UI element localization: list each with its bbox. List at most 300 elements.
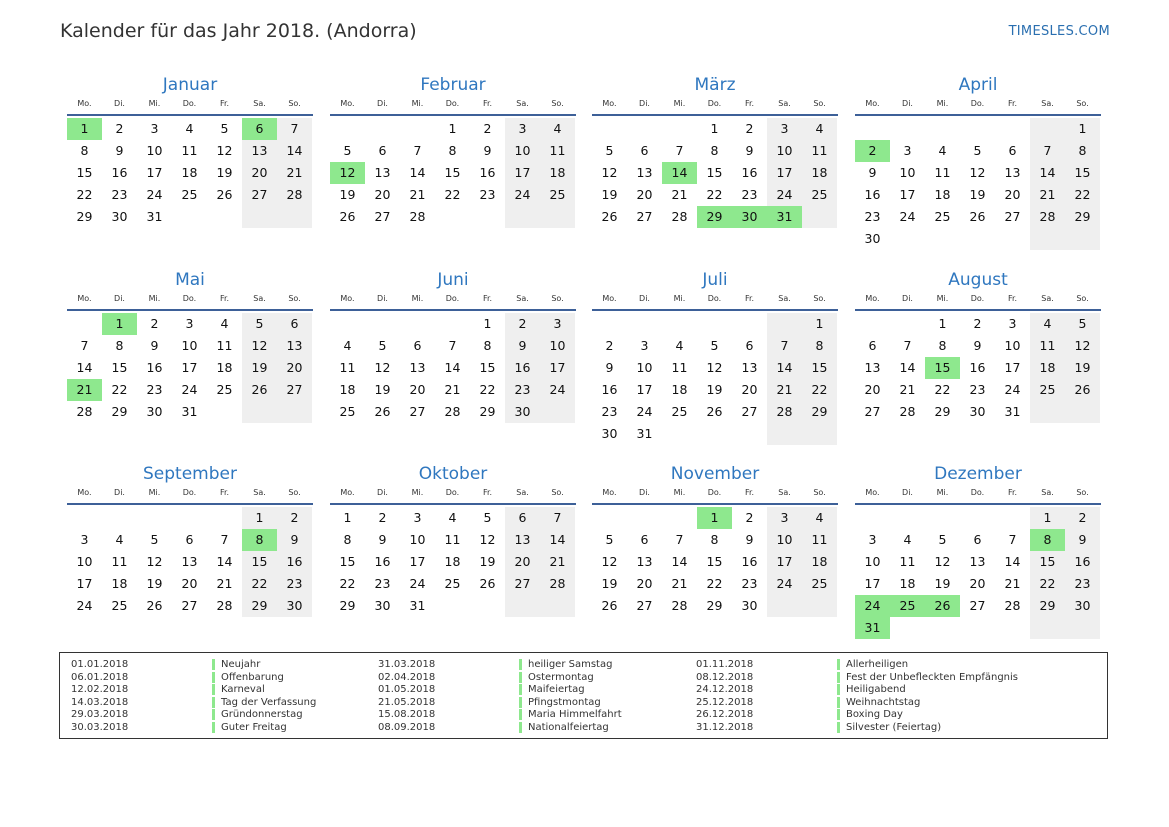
day-cell: 13 xyxy=(374,165,391,180)
day-cell: 16 xyxy=(969,360,986,375)
day-cell: 7 xyxy=(220,532,229,547)
day-cell: 4 xyxy=(938,143,947,158)
day-cell: 4 xyxy=(448,510,457,525)
day-cell: 22 xyxy=(706,576,723,591)
day-cell: 19 xyxy=(969,187,986,202)
day-cell: 23 xyxy=(111,187,128,202)
day-cell: 22 xyxy=(444,187,461,202)
day-cell: 11 xyxy=(549,143,566,158)
day-cell: 24 xyxy=(1004,382,1021,397)
day-cell: 18 xyxy=(811,165,828,180)
day-cell: 23 xyxy=(1074,576,1091,591)
weekday-header xyxy=(330,488,576,502)
month-name: August xyxy=(948,270,1008,290)
day-cell: 28 xyxy=(444,404,461,419)
weekday-label: Mi. xyxy=(411,488,424,497)
day-cell: 12 xyxy=(146,554,163,569)
weekday-label: Mi. xyxy=(411,294,424,303)
weekday-label: Sa. xyxy=(516,99,529,108)
day-cell: 23 xyxy=(514,382,531,397)
day-cell: 12 xyxy=(934,554,951,569)
day-cell: 8 xyxy=(343,532,352,547)
day-cell: 3 xyxy=(553,316,562,331)
header-rule xyxy=(330,503,576,505)
brand-link[interactable]: TIMESLES.COM xyxy=(1008,24,1110,39)
day-cell: 20 xyxy=(251,165,268,180)
day-cell: 14 xyxy=(549,532,566,547)
day-cell: 25 xyxy=(216,382,233,397)
day-cell: 27 xyxy=(741,404,758,419)
day-cell: 9 xyxy=(745,532,754,547)
month-name: Juli xyxy=(702,270,728,290)
day-cell: 24 xyxy=(146,187,163,202)
day-cell: 10 xyxy=(776,532,793,547)
day-grid xyxy=(67,313,313,443)
day-cell: 5 xyxy=(343,143,352,158)
day-cell: 28 xyxy=(671,598,688,613)
month-name: September xyxy=(143,464,237,484)
day-cell: 10 xyxy=(1004,338,1021,353)
day-cell: 4 xyxy=(903,532,912,547)
day-cell: 17 xyxy=(514,165,531,180)
day-cell: 17 xyxy=(776,554,793,569)
day-cell: 27 xyxy=(181,598,198,613)
weekday-label: Mi. xyxy=(673,488,686,497)
day-cell: 17 xyxy=(181,360,198,375)
day-cell: 22 xyxy=(111,382,128,397)
day-cell: 21 xyxy=(899,382,916,397)
weekday-header xyxy=(67,294,313,308)
day-cell: 25 xyxy=(811,576,828,591)
month-april xyxy=(855,75,1101,248)
weekday-header xyxy=(592,294,838,308)
day-cell: 24 xyxy=(181,382,198,397)
weekday-label: Fr. xyxy=(482,488,493,497)
weekday-label: So. xyxy=(551,99,564,108)
day-cell: 10 xyxy=(181,338,198,353)
day-cell: 24 xyxy=(409,576,426,591)
weekday-label: So. xyxy=(813,99,826,108)
day-cell: 20 xyxy=(741,382,758,397)
day-cell: 19 xyxy=(216,165,233,180)
weekday-label: Fr. xyxy=(482,99,493,108)
holiday-day: 24 xyxy=(855,595,890,617)
day-cell: 26 xyxy=(216,187,233,202)
weekday-label: Sa. xyxy=(1041,294,1054,303)
day-cell: 25 xyxy=(1039,382,1056,397)
day-cell: 8 xyxy=(710,143,719,158)
weekday-label: Di. xyxy=(377,99,388,108)
day-cell: 4 xyxy=(220,316,229,331)
day-cell: 7 xyxy=(553,510,562,525)
day-cell: 27 xyxy=(374,209,391,224)
weekday-label: Fr. xyxy=(1007,99,1018,108)
day-cell: 4 xyxy=(185,121,194,136)
day-cell: 21 xyxy=(549,554,566,569)
day-cell: 18 xyxy=(111,576,128,591)
day-cell: 14 xyxy=(444,360,461,375)
legend-date: 01.01.2018 xyxy=(71,659,129,670)
page-title: Kalender für das Jahr 2018. (Andorra) xyxy=(60,20,417,42)
legend-holiday-name: Nationalfeiertag xyxy=(519,722,609,733)
day-cell: 17 xyxy=(409,554,426,569)
weekday-label: Di. xyxy=(114,488,125,497)
day-cell: 21 xyxy=(409,187,426,202)
weekday-label: Mo. xyxy=(865,488,880,497)
legend-holiday-name: Offenbarung xyxy=(212,672,284,683)
day-cell: 7 xyxy=(413,143,422,158)
header-rule xyxy=(855,309,1101,311)
legend-holiday-name: Fest der Unbefleckten Empfängnis xyxy=(837,672,1018,683)
weekday-label: Sa. xyxy=(253,294,266,303)
weekday-label: Do. xyxy=(182,294,197,303)
month-name: Januar xyxy=(162,75,218,95)
weekday-label: Do. xyxy=(970,294,985,303)
day-cell: 2 xyxy=(745,510,754,525)
weekday-label: Do. xyxy=(707,99,722,108)
month-name: April xyxy=(958,75,998,95)
weekday-label: Mi. xyxy=(936,294,949,303)
day-cell: 11 xyxy=(181,143,198,158)
month-name: März xyxy=(694,75,736,95)
day-cell: 20 xyxy=(969,576,986,591)
header-rule xyxy=(855,114,1101,116)
weekday-header xyxy=(592,488,838,502)
day-cell: 29 xyxy=(339,598,356,613)
weekday-label: Sa. xyxy=(516,294,529,303)
day-cell: 25 xyxy=(934,209,951,224)
weekday-label: Mi. xyxy=(148,99,161,108)
day-cell: 3 xyxy=(640,338,649,353)
day-cell: 12 xyxy=(601,165,618,180)
legend-date: 12.02.2018 xyxy=(71,684,129,696)
day-cell: 20 xyxy=(514,554,531,569)
day-cell: 16 xyxy=(741,165,758,180)
day-cell: 6 xyxy=(973,532,982,547)
day-cell: 23 xyxy=(741,576,758,591)
weekday-label: Sa. xyxy=(516,488,529,497)
weekday-label: Fr. xyxy=(1007,488,1018,497)
day-cell: 22 xyxy=(339,576,356,591)
day-cell: 22 xyxy=(811,382,828,397)
day-cell: 25 xyxy=(339,404,356,419)
day-grid xyxy=(67,118,313,248)
day-cell: 8 xyxy=(115,338,124,353)
day-cell: 12 xyxy=(1074,338,1091,353)
day-cell: 3 xyxy=(413,510,422,525)
day-cell: 17 xyxy=(549,360,566,375)
day-cell: 8 xyxy=(1078,143,1087,158)
legend-date: 25.12.2018 xyxy=(696,696,754,708)
day-cell: 16 xyxy=(864,187,881,202)
day-cell: 13 xyxy=(286,338,303,353)
day-cell: 24 xyxy=(776,576,793,591)
day-cell: 6 xyxy=(518,510,527,525)
day-grid xyxy=(330,313,576,443)
holiday-day: 29 xyxy=(697,206,732,228)
day-cell: 10 xyxy=(514,143,531,158)
weekday-label: Fr. xyxy=(219,488,230,497)
day-grid xyxy=(855,507,1101,637)
day-cell: 30 xyxy=(601,426,618,441)
legend-holiday-name: Ostermontag xyxy=(519,672,594,683)
holiday-day: 30 xyxy=(732,206,767,228)
day-cell: 19 xyxy=(934,576,951,591)
day-cell: 18 xyxy=(934,187,951,202)
weekday-label: Mo. xyxy=(340,294,355,303)
day-cell: 15 xyxy=(111,360,128,375)
day-cell: 13 xyxy=(636,554,653,569)
day-cell: 27 xyxy=(286,382,303,397)
day-cell: 20 xyxy=(636,187,653,202)
month-märz xyxy=(592,75,838,248)
day-cell: 23 xyxy=(479,187,496,202)
day-cell: 29 xyxy=(811,404,828,419)
day-cell: 5 xyxy=(483,510,492,525)
day-cell: 15 xyxy=(706,554,723,569)
day-cell: 15 xyxy=(1074,165,1091,180)
weekday-label: Fr. xyxy=(482,294,493,303)
weekday-label: Do. xyxy=(707,488,722,497)
day-cell: 22 xyxy=(1074,187,1091,202)
day-cell: 28 xyxy=(1039,209,1056,224)
day-cell: 28 xyxy=(549,576,566,591)
day-cell: 16 xyxy=(601,382,618,397)
day-cell: 12 xyxy=(374,360,391,375)
weekday-label: So. xyxy=(551,294,564,303)
day-cell: 29 xyxy=(251,598,268,613)
day-cell: 26 xyxy=(601,209,618,224)
weekday-label: Do. xyxy=(445,99,460,108)
day-cell: 6 xyxy=(1008,143,1017,158)
month-name: Mai xyxy=(175,270,205,290)
day-cell: 5 xyxy=(605,532,614,547)
day-cell: 11 xyxy=(444,532,461,547)
day-cell: 12 xyxy=(251,338,268,353)
weekday-label: Mo. xyxy=(77,99,92,108)
day-cell: 26 xyxy=(251,382,268,397)
legend-date: 15.08.2018 xyxy=(378,709,436,721)
day-cell: 12 xyxy=(479,532,496,547)
day-cell: 6 xyxy=(378,143,387,158)
day-cell: 1 xyxy=(1043,510,1052,525)
header-rule xyxy=(67,309,313,311)
day-cell: 14 xyxy=(671,554,688,569)
weekday-label: So. xyxy=(813,488,826,497)
day-cell: 18 xyxy=(671,382,688,397)
day-cell: 3 xyxy=(868,532,877,547)
month-name: Oktober xyxy=(418,464,488,484)
day-cell: 27 xyxy=(514,576,531,591)
day-cell: 8 xyxy=(710,532,719,547)
day-cell: 8 xyxy=(483,338,492,353)
day-cell: 16 xyxy=(111,165,128,180)
month-juni xyxy=(330,270,576,443)
holiday-day: 2 xyxy=(855,140,890,162)
day-grid xyxy=(855,118,1101,248)
weekday-label: Di. xyxy=(902,99,913,108)
day-cell: 16 xyxy=(374,554,391,569)
weekday-label: Di. xyxy=(902,488,913,497)
day-cell: 24 xyxy=(549,382,566,397)
holiday-day: 31 xyxy=(767,206,802,228)
legend-date: 06.01.2018 xyxy=(71,671,129,683)
day-cell: 28 xyxy=(76,404,93,419)
day-cell: 4 xyxy=(115,532,124,547)
day-cell: 19 xyxy=(706,382,723,397)
day-cell: 28 xyxy=(286,187,303,202)
weekday-label: Di. xyxy=(114,294,125,303)
legend-date: 01.05.2018 xyxy=(378,684,436,696)
weekday-header xyxy=(330,294,576,308)
day-cell: 22 xyxy=(251,576,268,591)
day-cell: 22 xyxy=(934,382,951,397)
day-cell: 24 xyxy=(514,187,531,202)
weekday-header xyxy=(855,99,1101,113)
day-grid xyxy=(330,507,576,637)
day-cell: 13 xyxy=(969,554,986,569)
day-cell: 24 xyxy=(76,598,93,613)
day-cell: 9 xyxy=(605,360,614,375)
day-cell: 8 xyxy=(938,338,947,353)
weekday-label: Mi. xyxy=(936,488,949,497)
day-cell: 12 xyxy=(969,165,986,180)
day-cell: 21 xyxy=(671,187,688,202)
day-cell: 18 xyxy=(444,554,461,569)
day-cell: 13 xyxy=(181,554,198,569)
day-cell: 6 xyxy=(185,532,194,547)
day-cell: 16 xyxy=(741,554,758,569)
weekday-label: So. xyxy=(551,488,564,497)
header-rule xyxy=(330,114,576,116)
legend-date: 02.04.2018 xyxy=(378,671,436,683)
day-cell: 31 xyxy=(1004,404,1021,419)
weekday-header xyxy=(330,99,576,113)
month-oktober xyxy=(330,464,576,637)
day-cell: 19 xyxy=(374,382,391,397)
header-rule xyxy=(855,503,1101,505)
holiday-day: 8 xyxy=(1030,529,1065,551)
legend-date: 21.05.2018 xyxy=(378,696,436,708)
day-cell: 11 xyxy=(1039,338,1056,353)
day-cell: 30 xyxy=(514,404,531,419)
weekday-label: So. xyxy=(813,294,826,303)
day-cell: 25 xyxy=(111,598,128,613)
weekday-label: Mi. xyxy=(673,99,686,108)
day-grid xyxy=(592,507,838,637)
day-cell: 9 xyxy=(150,338,159,353)
day-cell: 30 xyxy=(969,404,986,419)
weekday-label: Mo. xyxy=(77,294,92,303)
header-rule xyxy=(67,503,313,505)
day-cell: 27 xyxy=(864,404,881,419)
day-cell: 5 xyxy=(973,143,982,158)
day-cell: 14 xyxy=(409,165,426,180)
legend-date: 30.03.2018 xyxy=(71,722,129,733)
day-cell: 10 xyxy=(776,143,793,158)
day-cell: 10 xyxy=(409,532,426,547)
month-januar xyxy=(67,75,313,248)
legend-date: 31.03.2018 xyxy=(378,659,436,670)
day-cell: 11 xyxy=(934,165,951,180)
day-cell: 29 xyxy=(1074,209,1091,224)
day-cell: 18 xyxy=(339,382,356,397)
legend-date: 29.03.2018 xyxy=(71,709,129,721)
weekday-header xyxy=(855,294,1101,308)
day-cell: 15 xyxy=(251,554,268,569)
day-cell: 14 xyxy=(76,360,93,375)
month-mai xyxy=(67,270,313,443)
day-cell: 23 xyxy=(286,576,303,591)
weekday-label: Di. xyxy=(639,488,650,497)
day-cell: 25 xyxy=(811,187,828,202)
day-cell: 23 xyxy=(864,209,881,224)
day-cell: 1 xyxy=(343,510,352,525)
day-grid xyxy=(592,118,838,248)
day-cell: 29 xyxy=(111,404,128,419)
day-cell: 28 xyxy=(776,404,793,419)
holiday-legend xyxy=(59,652,1108,739)
day-cell: 29 xyxy=(934,404,951,419)
day-cell: 13 xyxy=(514,532,531,547)
day-cell: 26 xyxy=(601,598,618,613)
day-cell: 8 xyxy=(80,143,89,158)
day-cell: 7 xyxy=(80,338,89,353)
day-cell: 13 xyxy=(409,360,426,375)
weekday-label: Mo. xyxy=(340,488,355,497)
day-cell: 26 xyxy=(1074,382,1091,397)
day-cell: 6 xyxy=(640,143,649,158)
day-cell: 18 xyxy=(216,360,233,375)
day-cell: 9 xyxy=(868,165,877,180)
holiday-day: 6 xyxy=(242,118,277,140)
day-cell: 3 xyxy=(780,510,789,525)
day-cell: 1 xyxy=(483,316,492,331)
weekday-label: Di. xyxy=(902,294,913,303)
holiday-day: 15 xyxy=(925,357,960,379)
day-cell: 27 xyxy=(1004,209,1021,224)
weekday-label: So. xyxy=(288,99,301,108)
day-cell: 4 xyxy=(553,121,562,136)
day-cell: 13 xyxy=(636,165,653,180)
day-cell: 4 xyxy=(675,338,684,353)
day-cell: 25 xyxy=(444,576,461,591)
legend-date: 08.12.2018 xyxy=(696,671,754,683)
weekday-label: Do. xyxy=(445,488,460,497)
legend-date: 24.12.2018 xyxy=(696,684,754,696)
day-cell: 7 xyxy=(1043,143,1052,158)
day-cell: 25 xyxy=(549,187,566,202)
holiday-day: 1 xyxy=(67,118,102,140)
legend-holiday-name: Allerheiligen xyxy=(837,659,908,670)
legend-holiday-name: Neujahr xyxy=(212,659,260,670)
day-cell: 15 xyxy=(1039,554,1056,569)
day-cell: 11 xyxy=(671,360,688,375)
day-cell: 21 xyxy=(776,382,793,397)
day-cell: 11 xyxy=(899,554,916,569)
day-cell: 27 xyxy=(636,209,653,224)
day-cell: 20 xyxy=(636,576,653,591)
day-cell: 2 xyxy=(518,316,527,331)
day-cell: 23 xyxy=(146,382,163,397)
day-cell: 2 xyxy=(150,316,159,331)
day-cell: 12 xyxy=(601,554,618,569)
day-cell: 19 xyxy=(601,576,618,591)
day-cell: 7 xyxy=(675,532,684,547)
day-cell: 16 xyxy=(146,360,163,375)
day-cell: 22 xyxy=(706,187,723,202)
holiday-day: 1 xyxy=(697,507,732,529)
